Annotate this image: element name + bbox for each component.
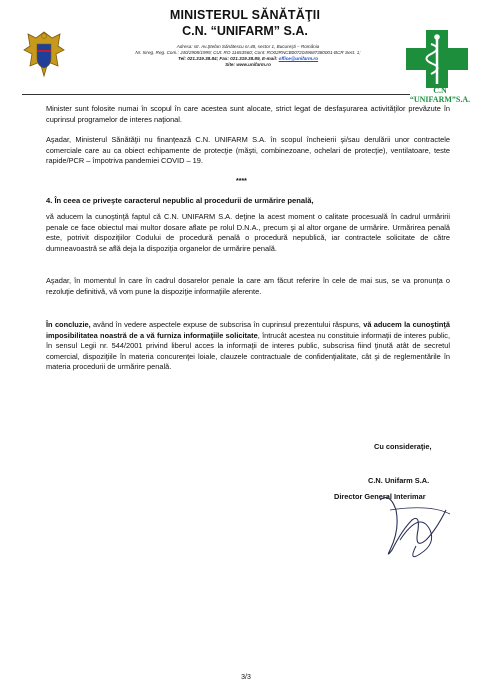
email-link[interactable]: office@unifarm.ro	[278, 56, 319, 61]
paragraph-no-funding: Aşadar, Ministerul Sănătăţii nu finanţează C.N. UNIFARM S.A. în scopul încheierii şi/sau derulării unor contractele comerciale care au ca obiect echipamente de protecţie (măşti, combinezoane, ochelari de protecţie), ventilatoare, teste rapide/PCR – împotriva pandemiei COVID – 19.	[46, 135, 450, 166]
logo-caption: C.N “UNIFARM”S.A.	[409, 86, 471, 104]
romania-coat-of-arms-icon	[22, 28, 66, 80]
page-number: 3/3	[241, 674, 251, 681]
paragraph-conclusion	[46, 320, 450, 373]
handwritten-signature-icon	[360, 470, 470, 590]
contact-line	[92, 56, 404, 62]
paragraph-definitive-resolution: Aşadar, în momentul în care în cadrul dosarelor penale la care am făcut referire în cele de mai sus, se va pronunţa o rezoluţie definitivă, vă vom pune la dispoziţie informaţiile aferente.	[46, 276, 450, 296]
contact-prefix: Tel: 021.319.38.84; Fax: 021.319.38.89, E-mail:	[177, 56, 279, 61]
paragraph-criminal-procedure: vă aducem la cunoştinţă faptul că C.N. UNIFARM S.A. deţine la acest moment o calitate procesuală în cadrul urmăririi penale ce face obiectul mai multor dosare aflate pe rolul D.N.A., precum şi al altor organe de urmărire. Urmărirea penală este, potrivit dispoziţiilor Codului de procedură penală o procedură nepublică, iar contractele solicitate de către dumneavoastră se află deja la dispoziţia organelor de urmărire penală.	[46, 212, 450, 253]
conclusion-label: În concluzie,	[46, 320, 91, 329]
ministry-title: MINISTERUL SĂNĂTĂŢII	[169, 8, 321, 22]
paragraph-minister-funds: Minister sunt folosite numai în scopul în care acestea sunt alocate, strict legat de desfaşurarea activităţilor prevăzute în cuprinsul programelor de interes naţional.	[46, 104, 450, 124]
unifarm-logo-icon	[400, 26, 476, 90]
conclusion-text-1: având în vedere aspectele expuse de subscrisa în cuprinsul prezentului răspuns,	[90, 320, 364, 329]
address-line: Adresa: str. Av.Ştefan Sănătescu nr.48, sector 1, Bucureşti – România	[176, 44, 320, 49]
registry-line: Nr. Inreg. Reg. Com.: J40/2908/1999; CUI: RO 11653560; Cont: RO02RNCB0072049687380001-BCR Sect. 1;	[135, 50, 361, 55]
conclusion-text-2: , întrucât acestea nu constituie informaţii de interes public, în sensul Legii nr. 544/2001 privind liberul acces la informaţii de interes public, subscrisa fiind ţinută atât de secretul comercial, dispoziţiile în materia concurenţei loiale, clauzele contractuale de confidenţialitate, cât şi de reglementările în materia procedurii de urmărire penală.	[46, 330, 450, 372]
section-separator: ****	[236, 178, 247, 185]
signatory-title: Director General Interimar	[334, 492, 426, 501]
site-line: Site: www.unifarm.ro	[225, 62, 271, 67]
section-heading: 4. În ceea ce priveşte caracterul nepublic al procedurii de urmărire penală,	[46, 196, 314, 205]
header-divider	[22, 94, 410, 95]
signatory-company: C.N. Unifarm S.A.	[368, 476, 430, 485]
company-title: C.N. “UNIFARM” S.A.	[182, 24, 308, 38]
conclusion-emphasis: vă aducem la cunoştinţă imposibilitatea noastră de a vă furniza informaţiile solicitate	[46, 320, 451, 340]
salutation: Cu consideraţie,	[374, 442, 432, 451]
